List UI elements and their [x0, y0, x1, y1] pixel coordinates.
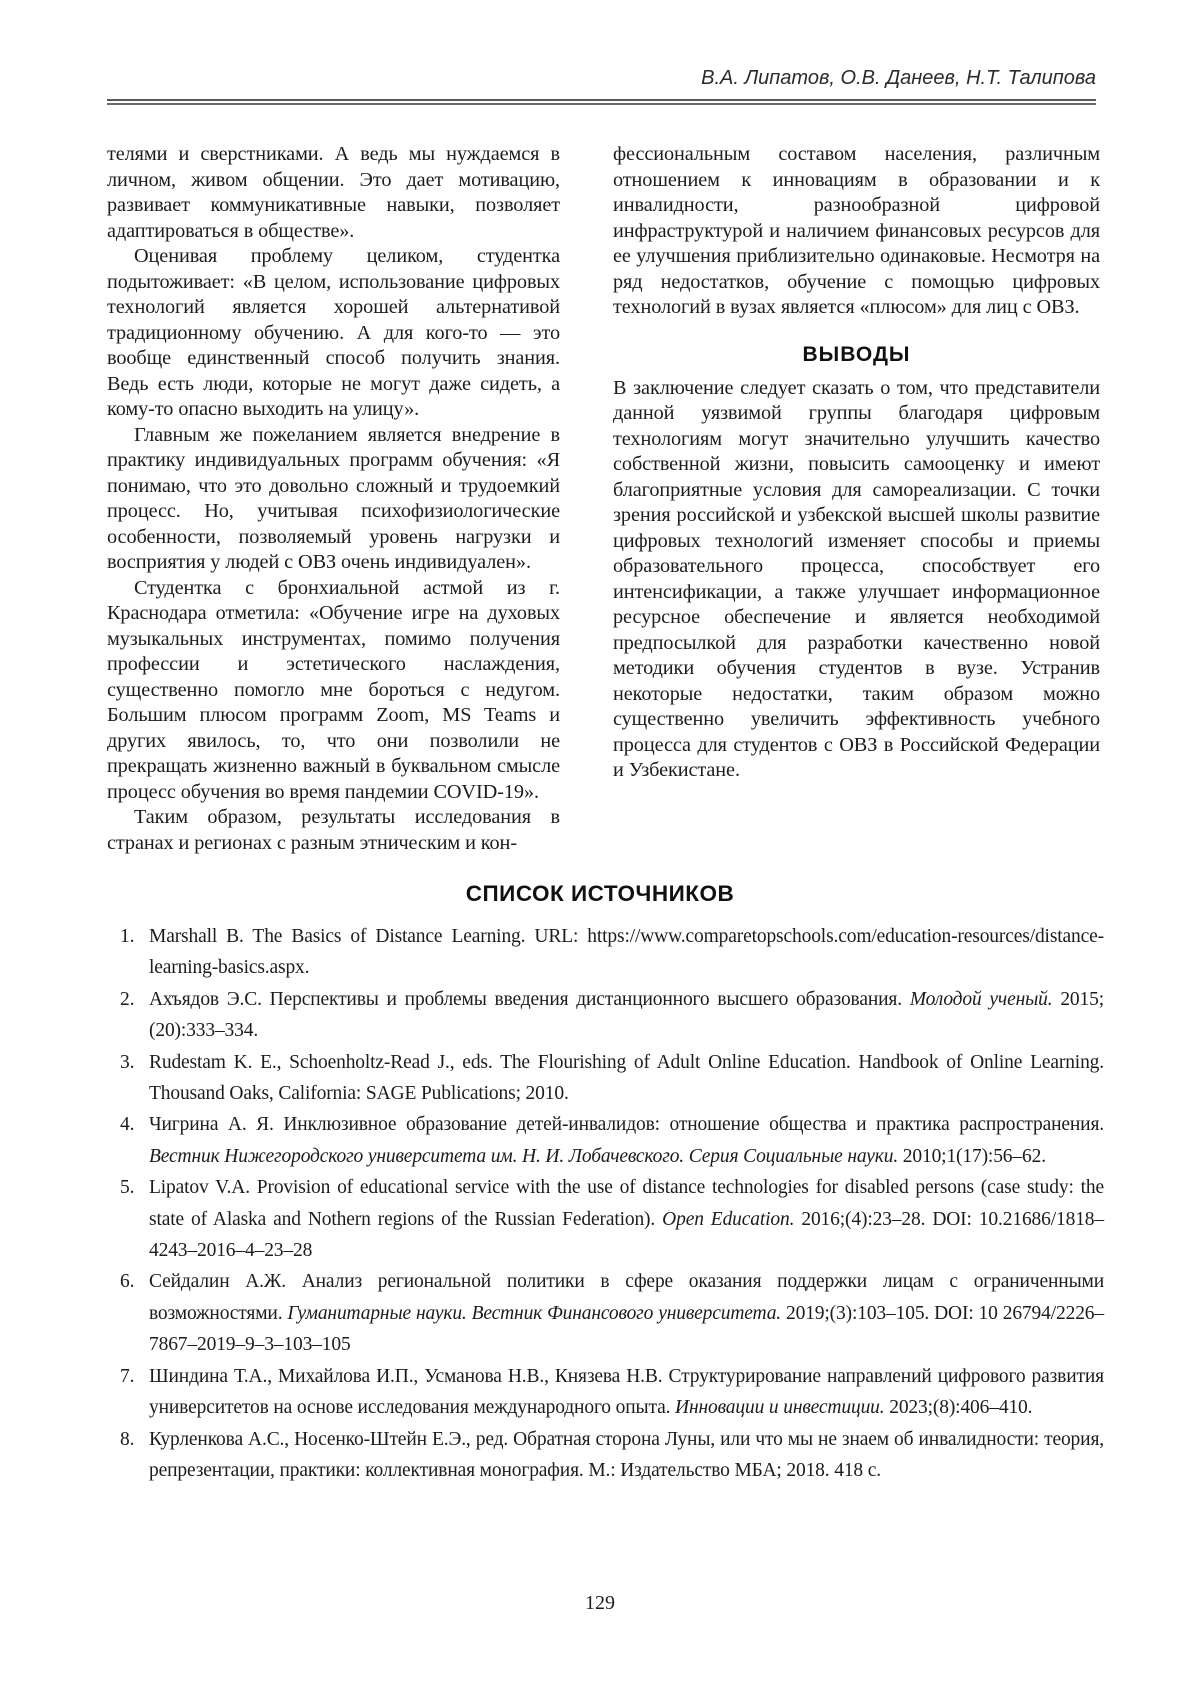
reference-item: [118, 1172, 1104, 1266]
article-body: [107, 142, 1100, 856]
reference-item: [118, 1424, 1104, 1487]
reference-number: 7.: [120, 1365, 135, 1387]
running-head-authors: В.А. Липатов, О.В. Данеев, Н.Т. Талипова: [701, 67, 1096, 89]
paragraph: Главным же пожеланием является внедрение в практику индивидуальных программ обучения: «Я понимаю, что это довольно сложный и трудоемкий процесс. Но, учитывая психофизиологические особенности, позволяемый уровень нагрузки и восприятия у людей с ОВЗ очень индивидуален».: [107, 423, 560, 573]
reference-item: [118, 984, 1104, 1047]
right-column: [613, 142, 1100, 856]
reference-number: 6.: [120, 1271, 135, 1293]
reference-item: [118, 1047, 1104, 1110]
reference-item: [118, 921, 1104, 984]
reference-text: Чигрина А. Я. Инклюзивное образование детей-инвалидов: отношение общества и практика распространения. Вестник Нижегородского университета им. Н. И. Лобачевского. Серия Социальные науки. 2010;1(17):56–62.: [149, 1114, 1104, 1167]
reference-text: Marshall B. The Basics of Distance Learning. URL: https://www.comparetopschools.com/education-resources/distance-learning-basics.aspx.: [149, 926, 1104, 979]
references-list: [118, 921, 1104, 1486]
paragraph: Оценивая проблему целиком, студентка подытоживает: «В целом, использование цифровых технологий является хорошей альтернативой традиционному обучению. А для кого-то — это вообще единственный способ получить знания. Ведь есть люди, которые не могут даже сидеть, а кому-то опасно выходить на улицу».: [107, 245, 560, 420]
reference-number: 1.: [120, 926, 135, 947]
page-header: [0, 0, 1200, 105]
section-heading-conclusions: ВЫВОДЫ: [802, 342, 911, 366]
paragraph: В заключение следует сказать о том, что представители данной уязвимой группы благодаря цифровым технологиям могут значительно улучшить качество собственной жизни, повысить самооценку и имеют благоприятные условия для самореализации. С точки зрения российской и узбекской высшей школы развитие цифровых технологий изменяет способы и приемы образовательного процесса, способствует его интенсификации, а также улучшает информационное ресурсное обеспечение и является необходимой предпосылкой для разработки качественно новой методики обучения студентов в вузе. Устранив некоторые недостатки, таким образом можно существенно увеличить эффективность учебного процесса для студентов с ОВЗ в Российской Федерации и Узбекистане.: [613, 376, 1100, 781]
reference-number: 2.: [120, 988, 135, 1010]
reference-text: Rudestam K. E., Schoenholtz-Read J., eds. The Flourishing of Adult Online Education. Handbook of Online Learning. Thousand Oaks, California: SAGE Publications; 2010.: [149, 1051, 1104, 1105]
reference-number: 3.: [120, 1051, 135, 1073]
paragraph: телями и сверстниками. А ведь мы нуждаемся в личном, живом общении. Это дает мотивацию, развивает коммуникативные навыки, позволяет адаптироваться в обществе».: [107, 143, 560, 242]
reference-text: Курленкова А.С., Носенко-Штейн Е.Э., ред. Обратная сторона Луны, или что мы не знаем об инвалидности: теория, репрезентации, практики: коллективная монография. М.: Издательство МБА; 2018. 418 с.: [149, 1428, 1104, 1481]
reference-number: 8.: [120, 1428, 135, 1450]
reference-number: 4.: [120, 1114, 135, 1136]
reference-text: Ахъядов Э.С. Перспективы и проблемы введения дистанционного высшего образования. Молодой ученый. 2015;(20):333–334.: [149, 988, 1104, 1042]
page-footer: [0, 1592, 1200, 1615]
header-rule: [107, 99, 1096, 105]
reference-item: [118, 1361, 1104, 1424]
page-number: 129: [585, 1592, 615, 1614]
references-section: [0, 880, 1200, 1486]
reference-text: Lipatov V.A. Provision of educational service with the use of distance technologies for disabled persons (case study: the state of Alaska and Nothern regions of the Russian Federation). Open Education. 2016;(4):23–28. DOI: 10.21686/1818–4243–2016–4–23–28: [149, 1177, 1105, 1262]
reference-text: Сейдалин А.Ж. Анализ региональной политики в сфере оказания поддержки лицам с ограниченными возможностями. Гуманитарные науки. Вестник Финансового университета. 2019;(3):103–105. DOI: 10 26794/2226–7867–2019–9–3–103–105: [149, 1271, 1104, 1356]
paragraph: фессиональным составом населения, различным отношением к инновациям в образовании и к инвалидности, разнообразной цифровой инфраструктурой и наличием финансовых ресурсов для ее улучшения приблизительно одинаковые. Несмотря на ряд недостатков, обучение с помощью цифровых технологий в вузах является «плюсом» для лиц с ОВЗ.: [613, 143, 1100, 318]
reference-text: Шиндина Т.А., Михайлова И.П., Усманова Н.В., Князева Н.В. Структурирование направлений цифрового развития университетов на основе исследования международного опыта. Инновации и инвестиции. 2023;(8):406–410.: [149, 1365, 1104, 1419]
reference-item: [118, 1109, 1104, 1172]
paragraph: Таким образом, результаты исследования в странах и регионах с разным этническим и кон-: [107, 806, 560, 854]
left-column: [107, 142, 560, 856]
paragraph: Студентка с бронхиальной астмой из г. Краснодара отметила: «Обучение игре на духовых музыкальных инструментах, помимо получения профессии и эстетического наслаждения, существенно помогло мне бороться с недугом. Большим плюсом программ Zoom, MS Teams и других явилось, то, что они позволили не прекращать жизненно важный в буквальном смысле процесс обучения во время пандемии COVID-19».: [107, 576, 560, 803]
reference-item: [118, 1266, 1104, 1360]
reference-number: 5.: [120, 1177, 135, 1199]
section-heading-references: СПИСОК ИСТОЧНИКОВ: [465, 881, 735, 906]
